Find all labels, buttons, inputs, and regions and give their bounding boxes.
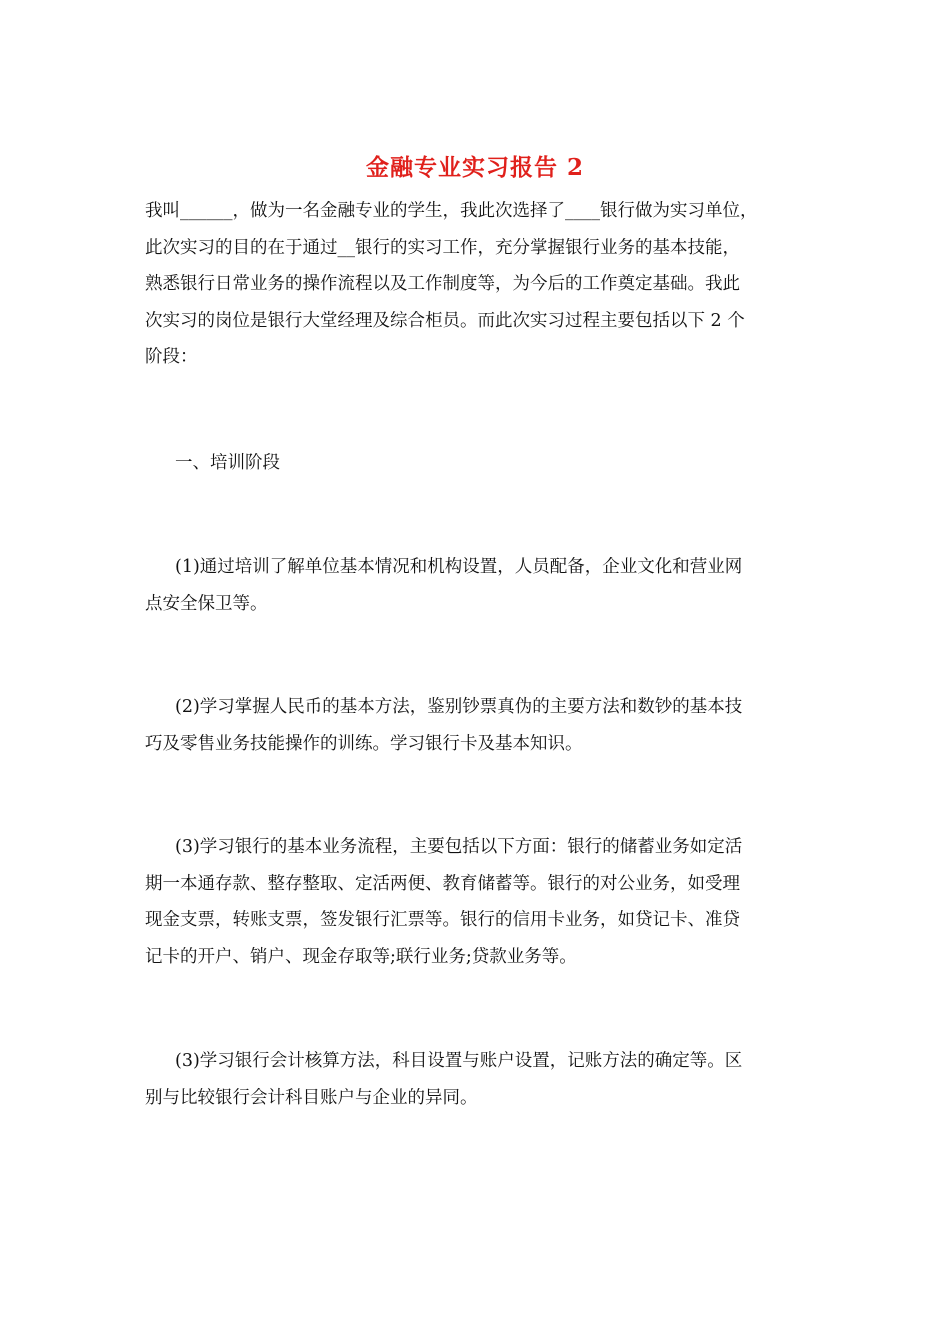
item-line: (3)学习银行的基本业务流程，主要包括以下方面：银行的储蓄业务如定活	[175, 837, 743, 857]
item-line: 期一本通存款、整存整取、定活两便、教育储蓄等。银行的对公业务，如受理	[145, 873, 740, 894]
item-line: (3)学习银行会计核算方法，科目设置与账户设置，记账方法的确定等。区	[175, 1051, 743, 1071]
intro-line: 此次实习的目的在于通过__银行的实习工作，充分掌握银行业务的基本技能，	[145, 237, 740, 258]
item-line: 点安全保卫等。	[145, 593, 268, 614]
intro-paragraph	[145, 193, 805, 376]
item-line: 别与比较银行会计科目账户与企业的异同。	[145, 1087, 478, 1108]
item-line: 现金支票，转账支票，签发银行汇票等。银行的信用卡业务，如贷记卡、准贷	[145, 910, 740, 930]
section-heading: 一、培训阶段	[175, 453, 280, 473]
item-line: (1)通过培训了解单位基本情况和机构设置，人员配备，企业文化和营业网	[175, 557, 743, 577]
item-line: 记卡的开户、销户、现金存取等;联行业务;贷款业务等。	[145, 946, 577, 967]
list-item	[145, 1043, 805, 1116]
list-item	[145, 549, 805, 622]
intro-line: 次实习的岗位是银行大堂经理及综合柜员。而此次实习过程主要包括以下 2 个	[145, 310, 745, 331]
intro-line: 阶段：	[145, 347, 198, 367]
intro-line: 熟悉银行日常业务的操作流程以及工作制度等，为今后的工作奠定基础。我此	[145, 274, 740, 294]
document-title: 金融专业实习报告 2	[365, 154, 584, 181]
list-item	[145, 829, 805, 975]
item-line: 巧及零售业务技能操作的训练。学习银行卡及基本知识。	[145, 733, 583, 754]
intro-line: 我叫______，做为一名金融专业的学生，我此次选择了____银行做为实习单位，	[145, 201, 758, 221]
list-item	[145, 689, 805, 762]
item-line: (2)学习掌握人民币的基本方法，鉴别钞票真伪的主要方法和数钞的基本技	[175, 697, 743, 717]
